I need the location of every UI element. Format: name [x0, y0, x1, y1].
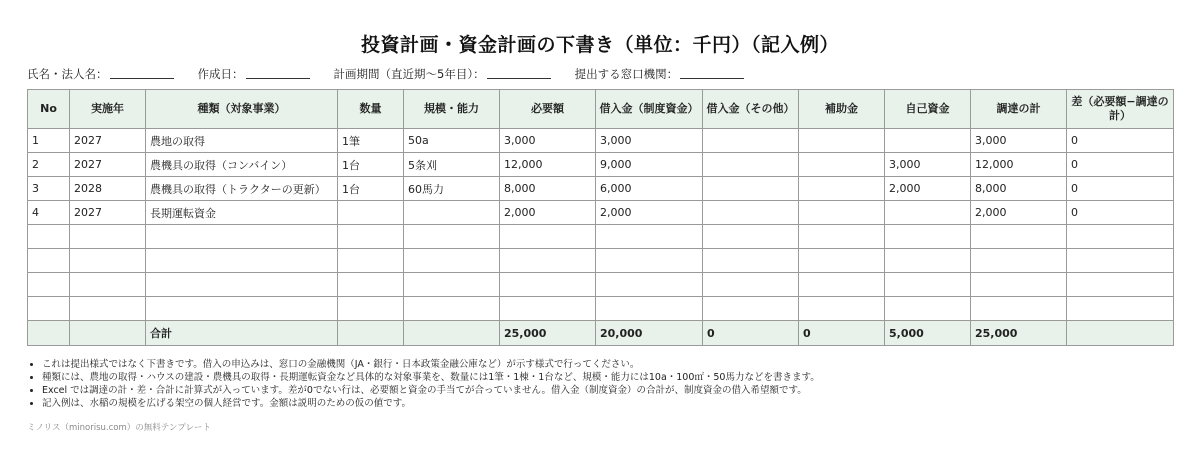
period-field: [334, 66, 551, 82]
table-cell[interactable]: [404, 201, 500, 225]
table-cell[interactable]: [146, 249, 338, 273]
table-row: [28, 273, 1174, 297]
table-cell[interactable]: [338, 273, 404, 297]
table-cell[interactable]: [500, 297, 596, 321]
table-cell[interactable]: [799, 273, 885, 297]
agency-field: [575, 66, 745, 82]
table-cell[interactable]: [500, 273, 596, 297]
table-cell[interactable]: [703, 129, 799, 153]
info-fields: [27, 66, 768, 82]
column-header: 数量: [338, 90, 404, 129]
table-cell[interactable]: 長期運転資金: [146, 201, 338, 225]
column-header: 規模・能力: [404, 90, 500, 129]
plan-table: [27, 89, 1174, 346]
table-cell[interactable]: 0: [1067, 129, 1174, 153]
agency-field-label: 提出する窓口機関：: [574, 67, 679, 81]
table-cell[interactable]: [1067, 297, 1174, 321]
table-cell[interactable]: 2: [28, 153, 70, 177]
table-cell[interactable]: 4: [28, 201, 70, 225]
table-cell[interactable]: [885, 273, 971, 297]
table-cell[interactable]: [338, 225, 404, 249]
table-cell[interactable]: [799, 129, 885, 153]
total-cell: 0: [799, 321, 885, 346]
note-item: • Excel では調達の計・差・合計に計算式が入っています。差が0でない行は、必要額と資金の手当てが合っていません。借入金（制度資金）の合計が、制度資金の借入希望額です。: [42, 384, 820, 397]
table-cell[interactable]: [1067, 249, 1174, 273]
total-cell: [1067, 321, 1174, 346]
table-header-row: [28, 90, 1174, 129]
table-cell[interactable]: [404, 225, 500, 249]
table-cell[interactable]: [703, 249, 799, 273]
table-cell[interactable]: 3: [28, 177, 70, 201]
total-cell: [338, 321, 404, 346]
table-cell[interactable]: [596, 225, 703, 249]
total-cell: 0: [703, 321, 799, 346]
table-cell[interactable]: 1筆: [338, 129, 404, 153]
date-field-label: 作成日：: [197, 67, 244, 81]
table-cell[interactable]: [799, 153, 885, 177]
table-cell[interactable]: [799, 297, 885, 321]
table-cell[interactable]: [70, 225, 146, 249]
table-cell[interactable]: [70, 273, 146, 297]
table-cell[interactable]: 3,000: [885, 153, 971, 177]
table-cell[interactable]: 農機具の取得（コンバイン）: [146, 153, 338, 177]
table-cell[interactable]: [885, 225, 971, 249]
period-field-blank: [487, 66, 551, 79]
table-row: [28, 201, 1174, 225]
total-row: [28, 321, 1174, 346]
table-cell[interactable]: [28, 297, 70, 321]
column-header: 調達の計: [971, 90, 1067, 129]
table-cell[interactable]: 6,000: [596, 177, 703, 201]
table-cell[interactable]: [703, 273, 799, 297]
total-cell: 25,000: [971, 321, 1067, 346]
table-cell[interactable]: 60馬力: [404, 177, 500, 201]
total-cell: 合計: [146, 321, 338, 346]
table-cell[interactable]: [799, 225, 885, 249]
note-item: • 記入例は、水稲の規模を広げる架空の個人経営です。金額は説明のための仮の値です。: [42, 397, 820, 410]
table-cell[interactable]: [28, 249, 70, 273]
table-row: [28, 153, 1174, 177]
table-cell[interactable]: [703, 153, 799, 177]
table-cell[interactable]: 2027: [70, 201, 146, 225]
table-cell[interactable]: [146, 225, 338, 249]
name-field: [27, 66, 174, 82]
table-cell[interactable]: [799, 249, 885, 273]
table-cell[interactable]: [28, 273, 70, 297]
table-cell[interactable]: [70, 249, 146, 273]
table-cell[interactable]: 0: [1067, 177, 1174, 201]
table-cell[interactable]: [596, 249, 703, 273]
table-cell[interactable]: 農機具の取得（トラクターの更新）: [146, 177, 338, 201]
table-cell[interactable]: [28, 225, 70, 249]
table-cell[interactable]: [1067, 273, 1174, 297]
table-cell[interactable]: 1台: [338, 153, 404, 177]
table-cell[interactable]: 8,000: [500, 177, 596, 201]
table-cell[interactable]: 12,000: [971, 153, 1067, 177]
table-cell[interactable]: 3,000: [596, 129, 703, 153]
table-cell[interactable]: 1: [28, 129, 70, 153]
table-cell[interactable]: 50a: [404, 129, 500, 153]
table-cell[interactable]: 2,000: [500, 201, 596, 225]
table-cell[interactable]: [799, 201, 885, 225]
table-cell[interactable]: [1067, 225, 1174, 249]
date-field: [198, 66, 310, 82]
table-cell[interactable]: [885, 201, 971, 225]
table-cell[interactable]: 9,000: [596, 153, 703, 177]
table-cell[interactable]: [885, 249, 971, 273]
total-cell: 25,000: [500, 321, 596, 346]
column-header: 借入金（その他）: [703, 90, 799, 129]
notes-list: [30, 358, 820, 410]
table-body: [28, 129, 1174, 346]
table-cell[interactable]: 農地の取得: [146, 129, 338, 153]
table-cell[interactable]: [146, 297, 338, 321]
table-cell[interactable]: [500, 249, 596, 273]
table-cell[interactable]: 0: [1067, 201, 1174, 225]
column-header: 差（必要額−調達の計）: [1067, 90, 1174, 129]
footer-credit: ミノリス（minorisu.com）の無料テンプレート: [27, 423, 211, 433]
table-cell[interactable]: [971, 273, 1067, 297]
total-cell: [404, 321, 500, 346]
page-title: 投資計画・資金計画の下書き（単位：千円）（記入例）: [360, 34, 839, 56]
table-cell[interactable]: [404, 249, 500, 273]
table-cell[interactable]: [971, 249, 1067, 273]
table-row: [28, 249, 1174, 273]
table-cell[interactable]: 8,000: [971, 177, 1067, 201]
total-cell: 5,000: [885, 321, 971, 346]
note-item: • これは提出様式ではなく下書きです。借入の申込みは、窓口の金融機関（JA・銀行・日本政策金融公庫など）が示す様式で行ってください。: [42, 358, 820, 371]
column-header: 自己資金: [885, 90, 971, 129]
column-header: 借入金（制度資金）: [596, 90, 703, 129]
table-cell[interactable]: 3,000: [500, 129, 596, 153]
period-field-label: 計画期間（直近期〜5年目）：: [333, 67, 485, 81]
table-cell[interactable]: [971, 225, 1067, 249]
table-row: [28, 225, 1174, 249]
table-cell[interactable]: 2,000: [596, 201, 703, 225]
column-header: 実施年: [70, 90, 146, 129]
table-cell[interactable]: 12,000: [500, 153, 596, 177]
table-cell[interactable]: [404, 273, 500, 297]
table-row: [28, 297, 1174, 321]
table-cell[interactable]: 5条刈: [404, 153, 500, 177]
table-cell[interactable]: [596, 273, 703, 297]
total-cell: 20,000: [596, 321, 703, 346]
table-row: [28, 129, 1174, 153]
column-header: 必要額: [500, 90, 596, 129]
table-cell[interactable]: 2027: [70, 153, 146, 177]
column-header: 補助金: [799, 90, 885, 129]
total-cell: [70, 321, 146, 346]
table-cell[interactable]: [799, 177, 885, 201]
table-cell[interactable]: [971, 297, 1067, 321]
name-field-label: 氏名・法人名：: [27, 67, 108, 81]
table-cell[interactable]: [703, 201, 799, 225]
table-cell[interactable]: [703, 177, 799, 201]
table-cell[interactable]: [703, 225, 799, 249]
table-cell[interactable]: [338, 201, 404, 225]
table-row: [28, 177, 1174, 201]
column-header: No: [28, 90, 70, 129]
table-cell[interactable]: [338, 249, 404, 273]
table-cell[interactable]: [404, 297, 500, 321]
table-cell[interactable]: 2,000: [971, 201, 1067, 225]
note-item: • 種類には、農地の取得・ハウスの建設・農機具の取得・長期運転資金など具体的な対象事業を、数量には1筆・1棟・1台など、規模・能力には10a・100㎡・50馬力などを書きます。: [42, 371, 820, 384]
table-cell[interactable]: [500, 225, 596, 249]
table-cell[interactable]: [885, 129, 971, 153]
name-field-blank: [110, 66, 174, 79]
total-cell: [28, 321, 70, 346]
table-cell[interactable]: [703, 297, 799, 321]
table-cell[interactable]: 3,000: [971, 129, 1067, 153]
agency-field-blank: [680, 66, 744, 79]
column-header: 種類（対象事業）: [146, 90, 338, 129]
table-cell[interactable]: [70, 297, 146, 321]
table-cell[interactable]: 2028: [70, 177, 146, 201]
table-cell[interactable]: [596, 297, 703, 321]
table-cell[interactable]: 2027: [70, 129, 146, 153]
table-cell[interactable]: [338, 297, 404, 321]
table-cell[interactable]: 0: [1067, 153, 1174, 177]
table-cell[interactable]: 2,000: [885, 177, 971, 201]
table-cell[interactable]: [885, 297, 971, 321]
date-field-blank: [246, 66, 310, 79]
table-cell[interactable]: 1台: [338, 177, 404, 201]
table-cell[interactable]: [146, 273, 338, 297]
